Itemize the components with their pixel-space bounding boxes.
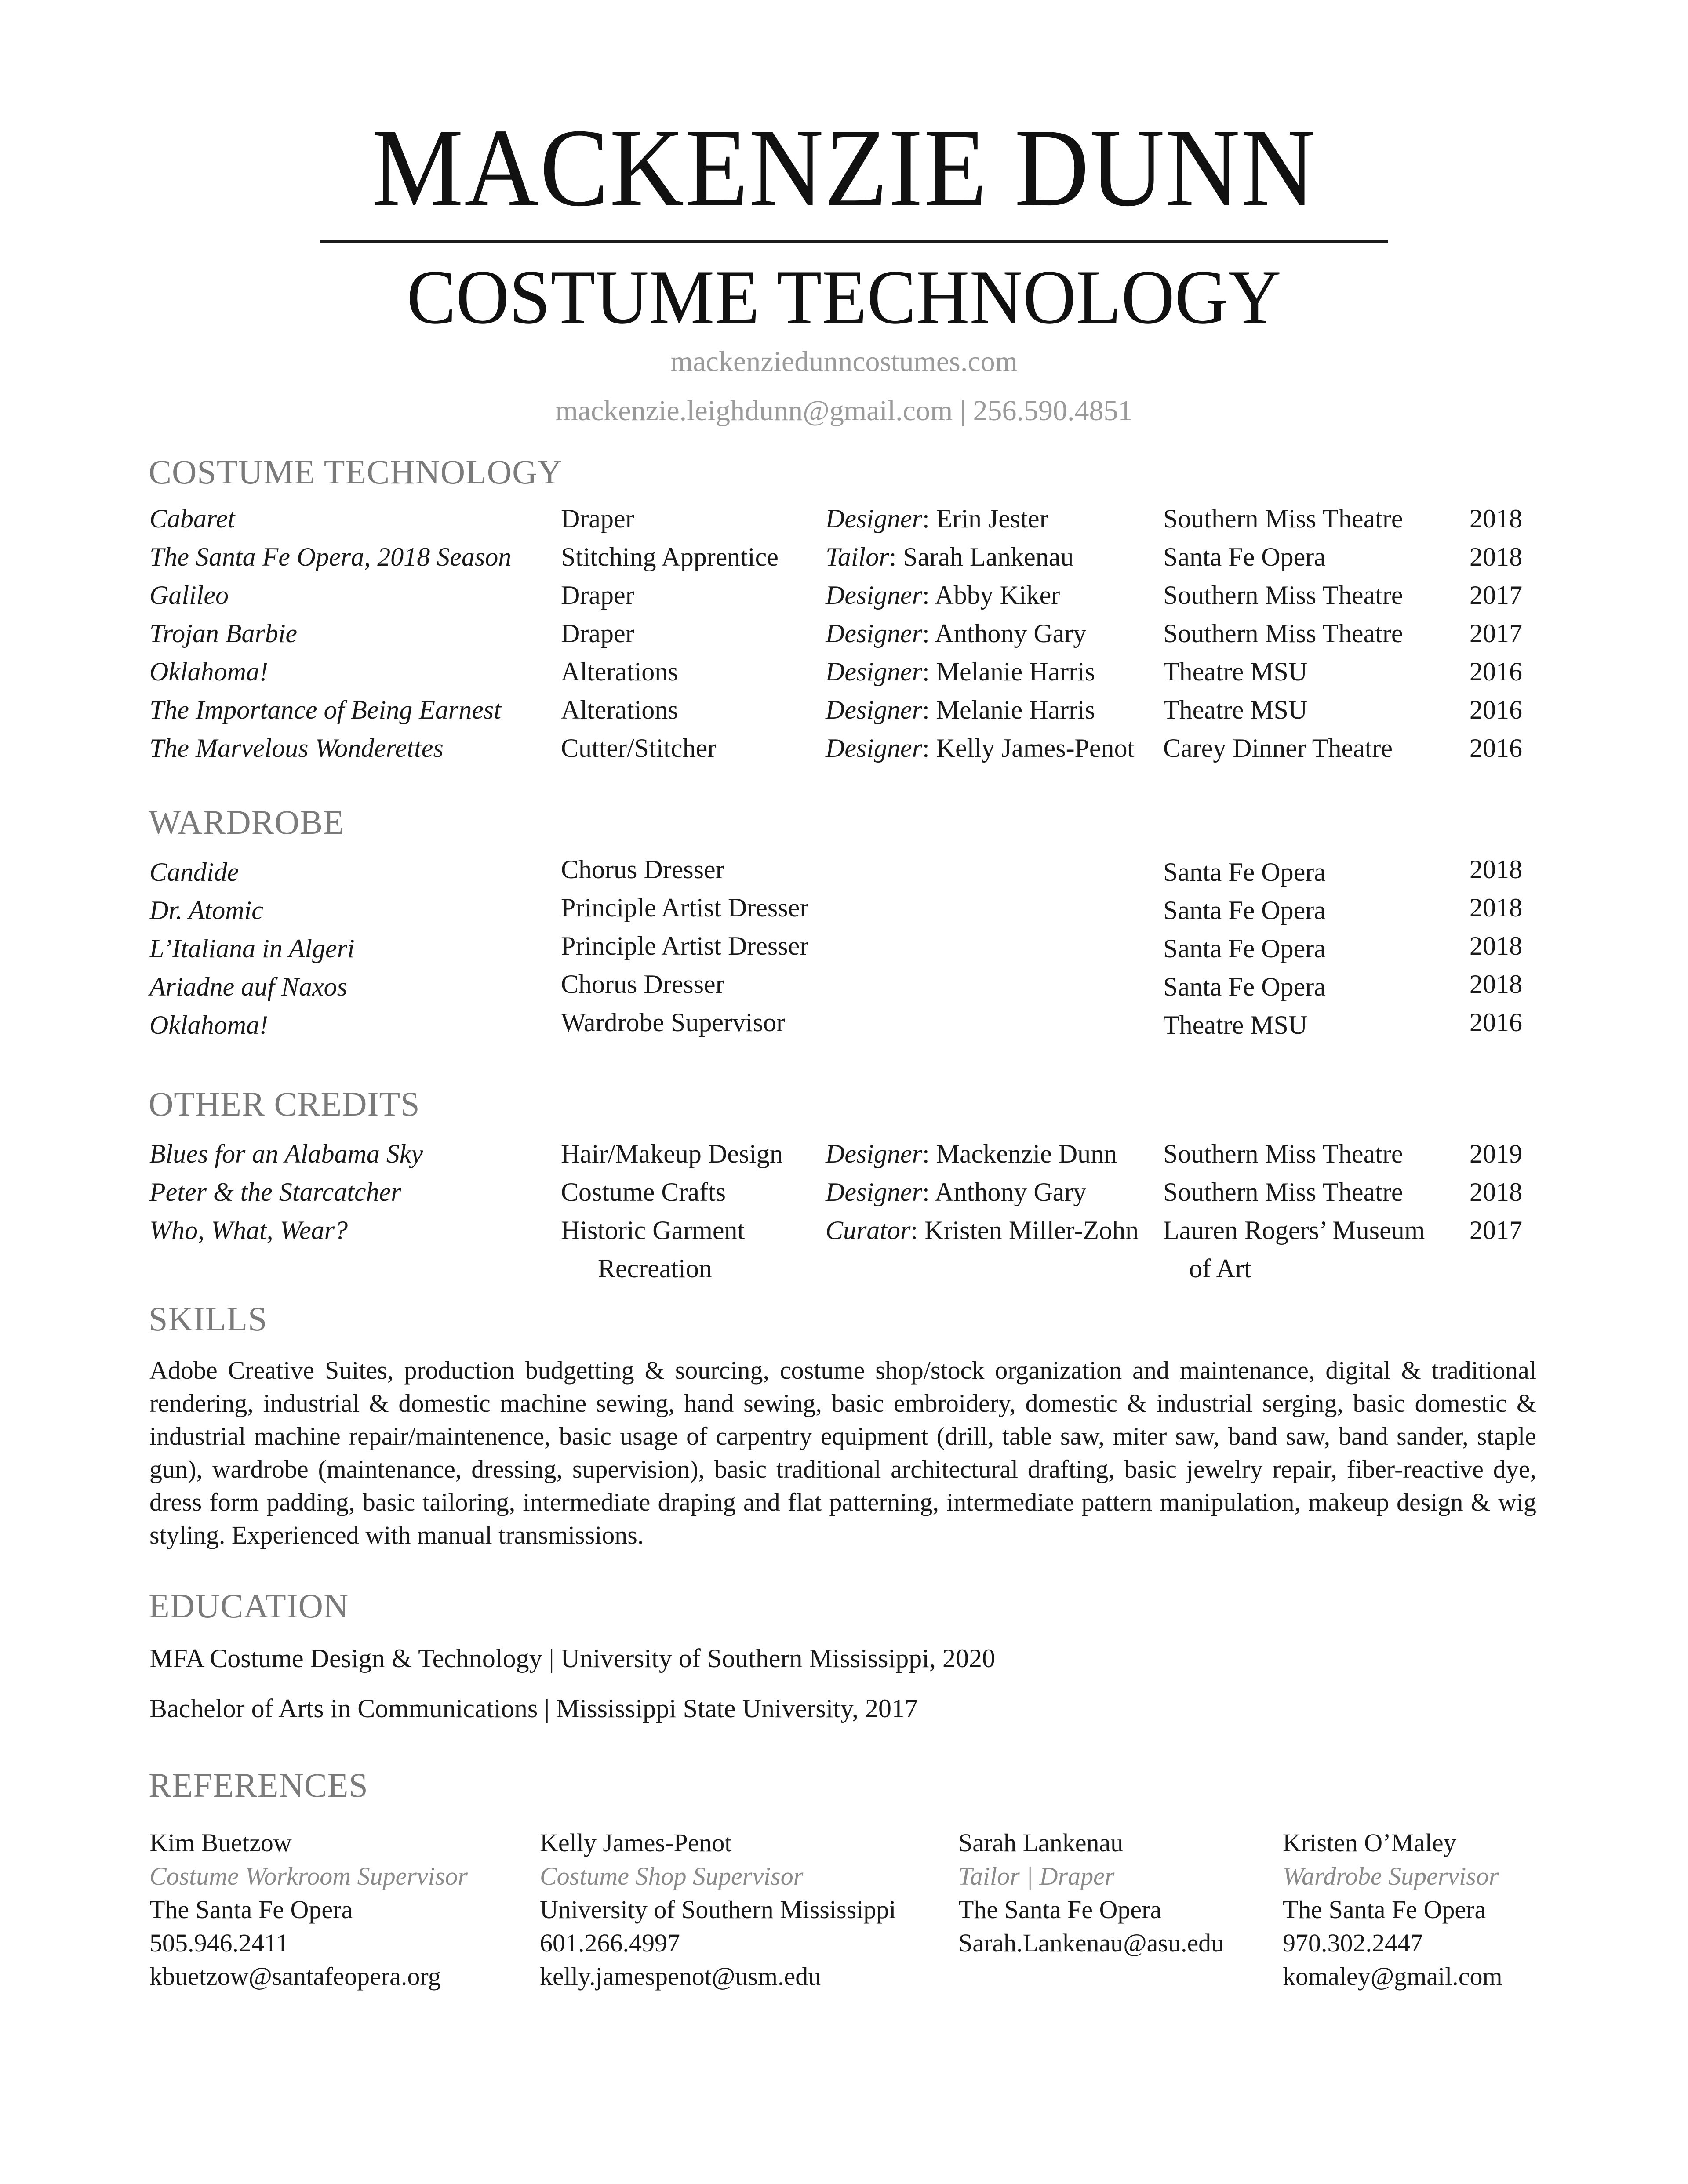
credit-venue: Southern Miss Theatre <box>1163 504 1403 533</box>
reference-email: Sarah.Lankenau@asu.edu <box>958 1929 1224 1957</box>
reference-role: Wardrobe Supervisor <box>1283 1862 1499 1890</box>
credit-venue: Southern Miss Theatre <box>1163 1177 1403 1206</box>
credit-year: 2018 <box>1470 504 1522 533</box>
credit-role: Principle Artist Dresser <box>561 893 809 922</box>
credit-person-label: Curator <box>826 1216 911 1245</box>
credit-role: Hair/Makeup Design <box>561 1139 783 1168</box>
credit-person-label: Designer <box>826 619 922 648</box>
credit-venue: Southern Miss Theatre <box>1163 581 1403 610</box>
credit-row <box>0 1174 1688 1210</box>
credit-person-label: Designer <box>826 1177 922 1206</box>
reference-org: The Santa Fe Opera <box>149 1895 353 1924</box>
credit-role: Historic Garment <box>561 1216 745 1245</box>
credit-row <box>0 539 1688 574</box>
credit-venue: Santa Fe Opera <box>1163 858 1326 887</box>
reference-phone: 601.266.4997 <box>540 1929 680 1957</box>
credit-venue: Lauren Rogers’ Museum <box>1163 1216 1425 1245</box>
credit-person <box>826 539 1073 574</box>
credit-person-name: : Melanie Harris <box>922 695 1095 724</box>
reference-role: Costume Shop Supervisor <box>540 1862 804 1890</box>
credit-row <box>0 1213 1688 1248</box>
reference-org: The Santa Fe Opera <box>1283 1895 1486 1924</box>
skills-paragraph: Adobe Creative Suites, production budgetting & sourcing, costume shop/stock organization and maintenance, digital & traditional rendering, industrial & domestic machine sewing, hand sewing, basic embroidery, domestic & industrial serging, basic domestic & industrial machine repair/maintenence, basic usage of carpentry equipment (drill, table saw, miter saw, band saw, band sander, staple gun), wardrobe (maintenance, dressing, supervision), basic traditional architectural drafting, basic jewelry repair, fiber-reactive dye, dress form padding, basic tailoring, intermediate draping and flat patterning, intermediate pattern manipulation, makeup design & wig styling. Experienced with manual transmissions. <box>149 1356 1536 1549</box>
header-divider <box>320 240 1388 243</box>
credit-year: 2017 <box>1470 1216 1522 1245</box>
credit-person <box>826 1136 1117 1171</box>
credit-person-label: Designer <box>826 581 922 610</box>
resume-name: MACKENZIE DUNN <box>371 105 1317 229</box>
reference-card <box>1283 1826 1502 1993</box>
section-heading-education: EDUCATION <box>149 1587 349 1625</box>
credit-row <box>0 654 1688 689</box>
section-heading-skills: SKILLS <box>149 1300 268 1338</box>
credit-title: Galileo <box>149 581 229 610</box>
credit-year: 2016 <box>1470 734 1522 763</box>
credit-role: Cutter/Stitcher <box>561 734 717 763</box>
credit-person-name: : Anthony Gary <box>922 619 1087 648</box>
credit-title: Candide <box>149 858 239 887</box>
credit-title: Peter & the Starcatcher <box>149 1177 401 1206</box>
credit-title: Cabaret <box>149 504 235 533</box>
credit-person-name: : Erin Jester <box>922 504 1048 533</box>
credit-row <box>0 730 1688 766</box>
credit-title: Dr. Atomic <box>149 896 263 925</box>
credit-role: Draper <box>561 619 634 648</box>
credit-person <box>826 616 1086 651</box>
credit-role: Chorus Dresser <box>561 970 724 999</box>
reference-card <box>540 1826 896 1993</box>
credit-person-label: Designer <box>826 504 922 533</box>
credit-role: Costume Crafts <box>561 1177 726 1206</box>
reference-card <box>958 1826 1224 1960</box>
reference-email: komaley@gmail.com <box>1283 1962 1502 1991</box>
credit-row <box>0 692 1688 727</box>
credit-year: 2018 <box>1470 542 1522 571</box>
credit-role: Draper <box>561 504 634 533</box>
reference-email: kbuetzow@santafeopera.org <box>149 1962 441 1991</box>
credit-role: Draper <box>561 581 634 610</box>
credit-person-name: : Melanie Harris <box>922 657 1095 686</box>
credit-row <box>0 931 1688 966</box>
credit-year: 2016 <box>1470 657 1522 686</box>
credit-person-name: : Sarah Lankenau <box>889 542 1074 571</box>
credit-title: The Marvelous Wonderettes <box>149 734 444 763</box>
credit-venue: Santa Fe Opera <box>1163 896 1326 925</box>
credit-role: Principle Artist Dresser <box>561 931 809 960</box>
credit-year: 2018 <box>1470 1177 1522 1206</box>
credit-person <box>826 1174 1086 1210</box>
education-item: Bachelor of Arts in Communications | Mississippi State University, 2017 <box>149 1694 918 1723</box>
resume-subtitle: COSTUME TECHNOLOGY <box>407 254 1281 340</box>
credit-role: Stitching Apprentice <box>561 542 779 571</box>
credit-venue: Southern Miss Theatre <box>1163 619 1403 648</box>
reference-name: Kristen O’Maley <box>1283 1828 1456 1857</box>
credit-venue: Southern Miss Theatre <box>1163 1139 1403 1168</box>
reference-name: Kelly James-Penot <box>540 1828 732 1857</box>
credit-year: 2017 <box>1470 581 1522 610</box>
credit-person-label: Designer <box>826 695 922 724</box>
credit-year: 2018 <box>1470 931 1522 960</box>
credit-person <box>826 501 1048 536</box>
credit-year: 2019 <box>1470 1139 1522 1168</box>
reference-phone: 970.302.2447 <box>1283 1929 1423 1957</box>
credit-person-label: Designer <box>826 734 922 763</box>
credit-person-name: : Kristen Miller-Zohn <box>910 1216 1139 1245</box>
credit-title: Oklahoma! <box>149 657 268 686</box>
credit-row <box>0 969 1688 1004</box>
credit-row <box>0 616 1688 651</box>
credit-role: Alterations <box>561 695 678 724</box>
credit-year: 2018 <box>1470 855 1522 884</box>
credit-title: Trojan Barbie <box>149 619 298 648</box>
education-item: MFA Costume Design & Technology | University of Southern Mississippi, 2020 <box>149 1644 995 1673</box>
contact-line: mackenzie.leighdunn@gmail.com | 256.590.4851 <box>555 395 1133 427</box>
credit-venue: Theatre MSU <box>1163 657 1308 686</box>
credit-title: The Santa Fe Opera, 2018 Season <box>149 542 512 571</box>
reference-card <box>149 1826 468 1993</box>
credit-title: Oklahoma! <box>149 1010 268 1039</box>
credit-person-label: Designer <box>826 1139 922 1168</box>
credit-title: Who, What, Wear? <box>149 1216 348 1245</box>
credit-title: Ariadne auf Naxos <box>149 972 347 1001</box>
credit-person <box>826 730 1135 766</box>
credit-person-label: Designer <box>826 657 922 686</box>
reference-role: Costume Workroom Supervisor <box>149 1862 468 1890</box>
reference-email: kelly.jamespenot@usm.edu <box>540 1962 821 1991</box>
credit-person-name: : Abby Kiker <box>922 581 1060 610</box>
reference-name: Kim Buetzow <box>149 1828 292 1857</box>
credit-role-continued: Recreation <box>598 1254 712 1283</box>
reference-role: Tailor | Draper <box>958 1862 1115 1890</box>
credit-person-name: : Mackenzie Dunn <box>922 1139 1117 1168</box>
credit-year: 2016 <box>1470 1008 1522 1037</box>
credit-venue: Theatre MSU <box>1163 695 1308 724</box>
credit-row <box>0 501 1688 536</box>
credit-row <box>0 578 1688 613</box>
credit-venue-continued: of Art <box>1189 1254 1251 1283</box>
credit-title: Blues for an Alabama Sky <box>149 1139 423 1168</box>
website: mackenziedunncostumes.com <box>670 345 1018 378</box>
credit-row <box>0 893 1688 928</box>
credit-role: Chorus Dresser <box>561 855 724 884</box>
credit-title: L’Italiana in Algeri <box>149 934 355 963</box>
credit-title: The Importance of Being Earnest <box>149 695 501 724</box>
section-heading-costume-technology: COSTUME TECHNOLOGY <box>149 453 563 491</box>
credit-venue: Santa Fe Opera <box>1163 972 1326 1001</box>
reference-org: The Santa Fe Opera <box>958 1895 1162 1924</box>
credit-person-label: Tailor <box>826 542 889 571</box>
section-heading-references: REFERENCES <box>149 1766 368 1804</box>
credit-role: Wardrobe Supervisor <box>561 1008 786 1037</box>
section-heading-wardrobe: WARDROBE <box>149 803 345 841</box>
credit-venue: Santa Fe Opera <box>1163 934 1326 963</box>
reference-name: Sarah Lankenau <box>958 1828 1124 1857</box>
credit-person <box>826 692 1095 727</box>
credit-venue: Theatre MSU <box>1163 1010 1308 1039</box>
credit-venue: Carey Dinner Theatre <box>1163 734 1393 763</box>
credit-row <box>0 1007 1688 1043</box>
credit-person <box>826 1213 1139 1248</box>
section-heading-other-credits: OTHER CREDITS <box>149 1085 420 1123</box>
reference-org: University of Southern Mississippi <box>540 1895 896 1924</box>
reference-phone: 505.946.2411 <box>149 1929 289 1957</box>
credit-year: 2018 <box>1470 893 1522 922</box>
credit-year: 2017 <box>1470 619 1522 648</box>
credit-person-name: : Kelly James-Penot <box>922 734 1135 763</box>
credit-role: Alterations <box>561 657 678 686</box>
credit-person <box>826 654 1095 689</box>
credit-year: 2018 <box>1470 970 1522 999</box>
credit-row <box>0 1136 1688 1171</box>
credit-venue: Santa Fe Opera <box>1163 542 1326 571</box>
credit-person-name: : Anthony Gary <box>922 1177 1087 1206</box>
credit-row <box>0 854 1688 890</box>
credit-person <box>826 578 1060 613</box>
credit-year: 2016 <box>1470 695 1522 724</box>
